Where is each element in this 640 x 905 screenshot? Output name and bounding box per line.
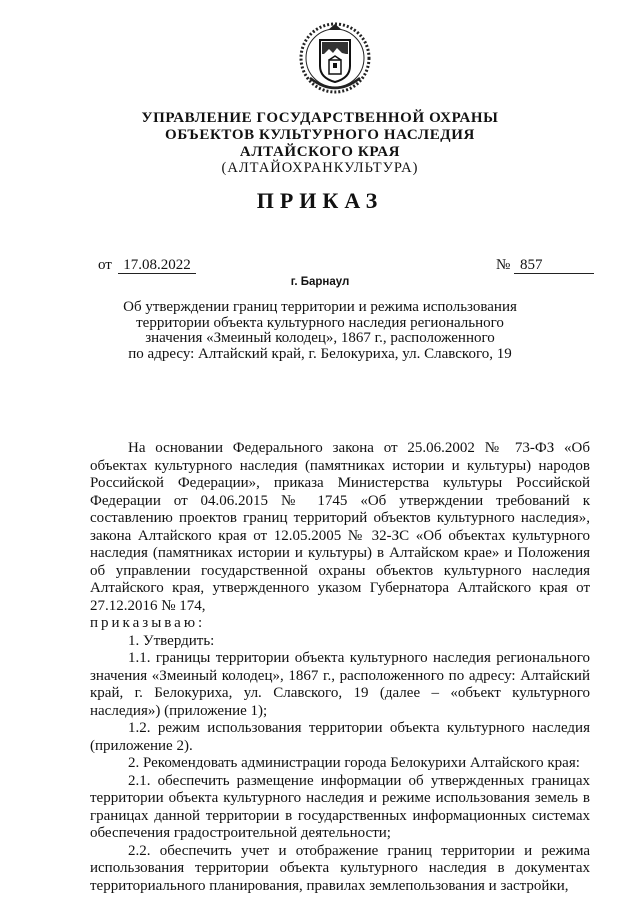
order-word: приказываю: <box>90 615 206 631</box>
clause-1: 1. Утвердить: <box>128 632 215 649</box>
city: г. Барнаул <box>290 276 350 288</box>
subject-line: значения «Змеиный колодец», 1867 г., расположенного <box>145 330 495 346</box>
number-prefix: № <box>496 257 511 273</box>
subject-line: по адресу: Алтайский край, г. Белокуриха, ул. Славского, 19 <box>128 345 512 362</box>
order-date: 17.08.2022 <box>118 257 196 274</box>
document-title: ПРИКАЗ <box>256 188 384 213</box>
clause-2-2: 2.2. обеспечить учет и отображение границ территории и режима использования территории объекта культурного наследия в документах территориального планирования, правилах землепользования и застройки, <box>90 842 590 894</box>
subject-line: территории объекта культурного наследия регионального <box>136 314 504 331</box>
coat-of-arms-icon <box>298 18 372 100</box>
document-body <box>90 440 590 895</box>
agency-name-line-3: АЛТАЙСКОГО КРАЯ <box>239 144 401 160</box>
clause-2: 2. Рекомендовать администрации города Белокурихи Алтайского края: <box>128 755 580 771</box>
legal-basis-paragraph: На основании Федерального закона от 25.06.2002 № 73-ФЗ «Об объектах культурного наследия (памятниках истории и культуры) народов Российской Федерации», приказа Министерства культуры Российской Федерации от 04.06.2015 № 1745 «Об утверждении требований к составлению проектов границ территорий объектов культурного наследия», закона Алтайского края от 12.05.2005 № 32-ЗС «Об объектах культурного наследия (памятниках истории и культуры) в Алтайском крае» и Положения об управлении государственной охраны объектов культурного наследия Алтайского края, утвержденного указом Губернатора Алтайского края от 27.12.2016 № 174, <box>90 440 590 614</box>
subject-line: Об утверждении границ территории и режима использования <box>123 299 517 315</box>
clause-1-2: 1.2. режим использования территории объекта культурного наследия (приложение 2). <box>90 720 590 754</box>
order-number: 857 <box>514 257 594 274</box>
agency-short-name: (АЛТАЙОХРАНКУЛЬТУРА) <box>221 160 419 176</box>
agency-name-line-2: ОБЪЕКТОВ КУЛЬТУРНОГО НАСЛЕДИЯ <box>165 127 475 143</box>
clause-2-1: 2.1. обеспечить размещение информации об утвержденных границах территории объекта культурного наследия и режиме использования земель в границах данной территории в государственных информационных системах обеспечения градостроительной деятельности; <box>90 772 590 841</box>
subject-heading <box>90 300 550 362</box>
clause-1-1: 1.1. границы территории объекта культурного наследия регионального значения «Змеиный колодец», 1867 г., расположенного по адресу: Алтайский край, г. Белокуриха, ул. Славского, 19 (далее – «объект культурного наследия») (приложение 1); <box>90 650 590 719</box>
agency-name-line-1: УПРАВЛЕНИЕ ГОСУДАРСТВЕННОЙ ОХРАНЫ <box>141 110 499 126</box>
date-prefix: от <box>98 257 112 273</box>
